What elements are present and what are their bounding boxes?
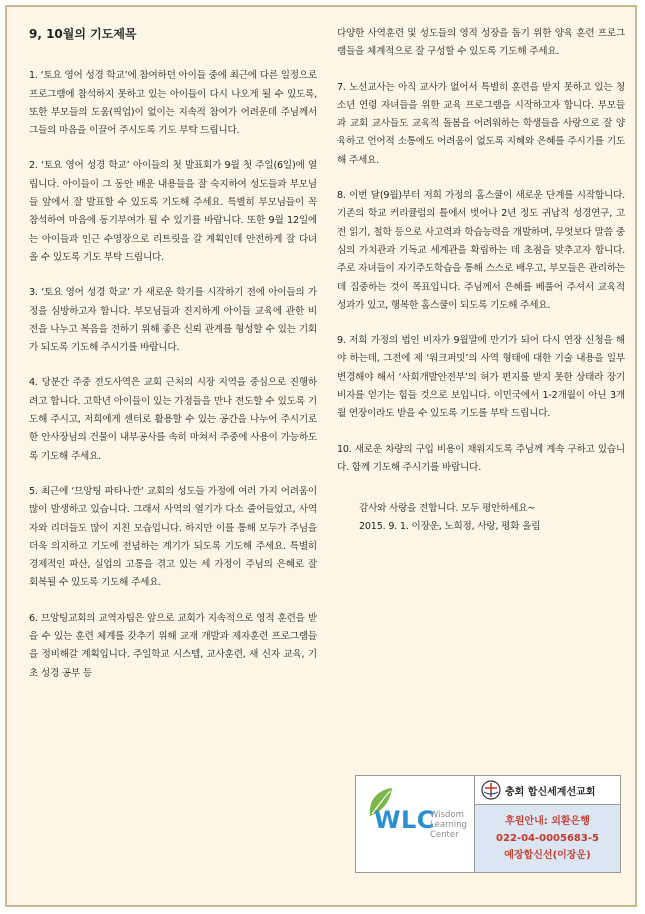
prayer-item-5: 5. 최근에 ‘므앙팅 파타나깐’ 교회의 성도들 가정에 여러 가지 어려움이 많이 발생하고 있습니다. 그래서 사역의 열기가 다소 줄어들었고, 사역자와 리더들도 많이 지친 모습입니다. 하지만 이를 통해 모두가 주님을 더욱 의지하고 기도에 전념하는 계기가 되도록 기도해 주세요. 특별히 경제적인 파산, 실업의 고통을 겪고 있는 세 가정이 주님의 은혜로 잘 회복될 수 있도록 기도해 주세요. — [29, 485, 317, 589]
wlc-logo-text: WLC — [374, 806, 435, 834]
church-emblem-icon — [481, 780, 501, 800]
bank-info — [475, 805, 620, 872]
church-name: 충회 합신세계선교회 — [505, 786, 596, 798]
prayer-item-6-continued: 다양한 사역훈련 및 성도들의 영적 성장을 돕기 위한 양육 훈련 프로그램들을 체계적으로 잘 구성할 수 있도록 기도해 주세요. — [337, 28, 625, 58]
wlc-logo — [356, 776, 475, 872]
prayer-item-7: 7. 노선교사는 아직 교사가 없어서 특별히 훈련을 받지 못하고 있는 청소년 연령 자녀들을 위한 교육 프로그램을 시작하고자 합니다. 부모들과 교회 교사들도 교육적 돌봄을 어려워하는 학생들을 사랑으로 잘 양육하고 언어적 소통에도 어려움이 없도록 지혜와 은혜를 주시기를 기도해 주세요. — [337, 81, 625, 166]
prayer-item-9: 9. 저희 가정의 법인 비자가 9월말에 만기가 되어 다시 연장 신청을 해야 하는데, 그전에 제 ‘워크퍼밋’의 사역 형태에 대한 기술 내용을 일부 변경해야 해서 ‘사회개발안전부’의 허가 편지를 받지 못한 상태라 장기 비자를 얻기는 힘들 것으로 보입니다. 이민국에서 1-2개월이 아닌 3개월 연장이라도 받을 수 있도록 기도를 부탁 드립니다. — [337, 335, 625, 420]
support-footer-box — [355, 775, 621, 873]
closing-greeting: 감사와 사랑을 전합니다. 모두 평안하세요~ — [359, 503, 536, 515]
prayer-item-8: 8. 이번 달(9월)부터 저희 가정의 홈스쿨이 새로운 단계를 시작합니다. 기존의 학교 커리큘럼의 틀에서 벗어나 2년 정도 귀납적 성경연구, 고전 읽기, 철학 등으로 사고력과 학습능력을 개발하며, 무엇보다 말씀 중심의 가치관과 기독교 세계관을 확립하는 데 초점을 맞추고자 합니다. 주로 자녀들이 자기주도학습을 통해 스스로 배우고, 부모들은 관리하는데 집중하는 것이 목표입니다. 주님께서 은혜를 베풀어 주셔서 교육적 성과가 있고, 행복한 홈스쿨이 되도록 기도해 주세요. — [337, 190, 625, 311]
prayer-letter-page — [5, 5, 637, 907]
support-label: 후원안내: 외환은행 — [505, 816, 590, 827]
prayer-item-4: 4. 당분간 주중 전도사역은 교회 근처의 시장 지역을 중심으로 진행하려고 합니다. 고학년 아이들이 있는 가정들을 만나 전도할 수 있도록 기도해 주시고, 저희에게 센터로 활용할 수 있는 공간을 나누어 주시기로 한 안사장님의 건물이 내부공사를 속히 마쳐서 주중에 사용이 가능하도록 기도해 주세요. — [29, 377, 317, 462]
wlc-subtitle: Wisdom Learning Center — [430, 810, 467, 840]
left-column — [29, 25, 317, 700]
prayer-item-6: 6. 므앙팅교회의 교역자팀은 앞으로 교회가 지속적으로 영적 훈련을 받을 수 있는 훈련 체계를 갖추기 위해 교재 개발과 제자훈련 프로그램들을 정비해갈 계획입니다. 주일학교 시스템, 교사훈련, 새 신자 교육, 기초 성경 공부 등 — [29, 612, 317, 679]
page-title: 9, 10월의 기도제목 — [29, 27, 137, 41]
prayer-item-1: 1. ‘토요 영어 성경 학교’에 참여하던 아이들 중에 최근에 다른 일정으로 프로그램에 참석하지 못하고 있는 아이들이 다시 나오게 될 수 있도록, 또한 부모들의 도움(픽업)이 없이는 지속적 참여가 어려운데 주님께서 그들의 마음을 이끌어 주시도록 기도 부탁 드립니다. — [29, 70, 317, 137]
prayer-item-3: 3. ‘토요 영어 성경 학교’ 가 새로운 학기를 시작하기 전에 아이들의 가정을 심방하고자 합니다. 부모님들과 진지하게 아이들 교육에 관한 비전을 나누고 복음을 전하기 위해 좋은 신뢰 관계를 형성할 수 있는 기회가 되도록 기도해 주시기를 바랍니다. — [29, 287, 317, 354]
church-info — [475, 776, 620, 872]
account-holder: 예장합신선(이장운) — [504, 850, 591, 861]
prayer-item-2: 2. ‘토요 영어 성경 학교’ 아이들의 첫 발표회가 9월 첫 주일(6일)에 열립니다. 아이들이 그 동안 배운 내용들을 잘 숙지하여 성도들과 부모님들 앞에서 잘 발표할 수 있도록 기도해 주세요. 특별히 부모님들이 꼭 참석하여 마음에 동기부여가 될 수 있기를 바랍니다. 또한 9월 12일에는 아이들과 인근 수영장으로 리트릿을 갈 계획인데 안전하게 잘 다녀 올 수 있도록 기도 부탁 드립니다. — [29, 160, 317, 263]
right-column — [337, 25, 625, 536]
prayer-item-10: 10. 새로운 차량의 구입 비용이 채워지도록 주님께 계속 구하고 있습니다. 함께 기도해 주시기를 바랍니다. — [337, 443, 625, 473]
church-header — [475, 776, 620, 805]
closing-signature — [337, 500, 625, 536]
account-number: 022-04-0005683-5 — [496, 833, 599, 844]
closing-date-names: 2015. 9. 1. 이장운, 노희정, 사랑, 평화 올림 — [359, 521, 541, 533]
